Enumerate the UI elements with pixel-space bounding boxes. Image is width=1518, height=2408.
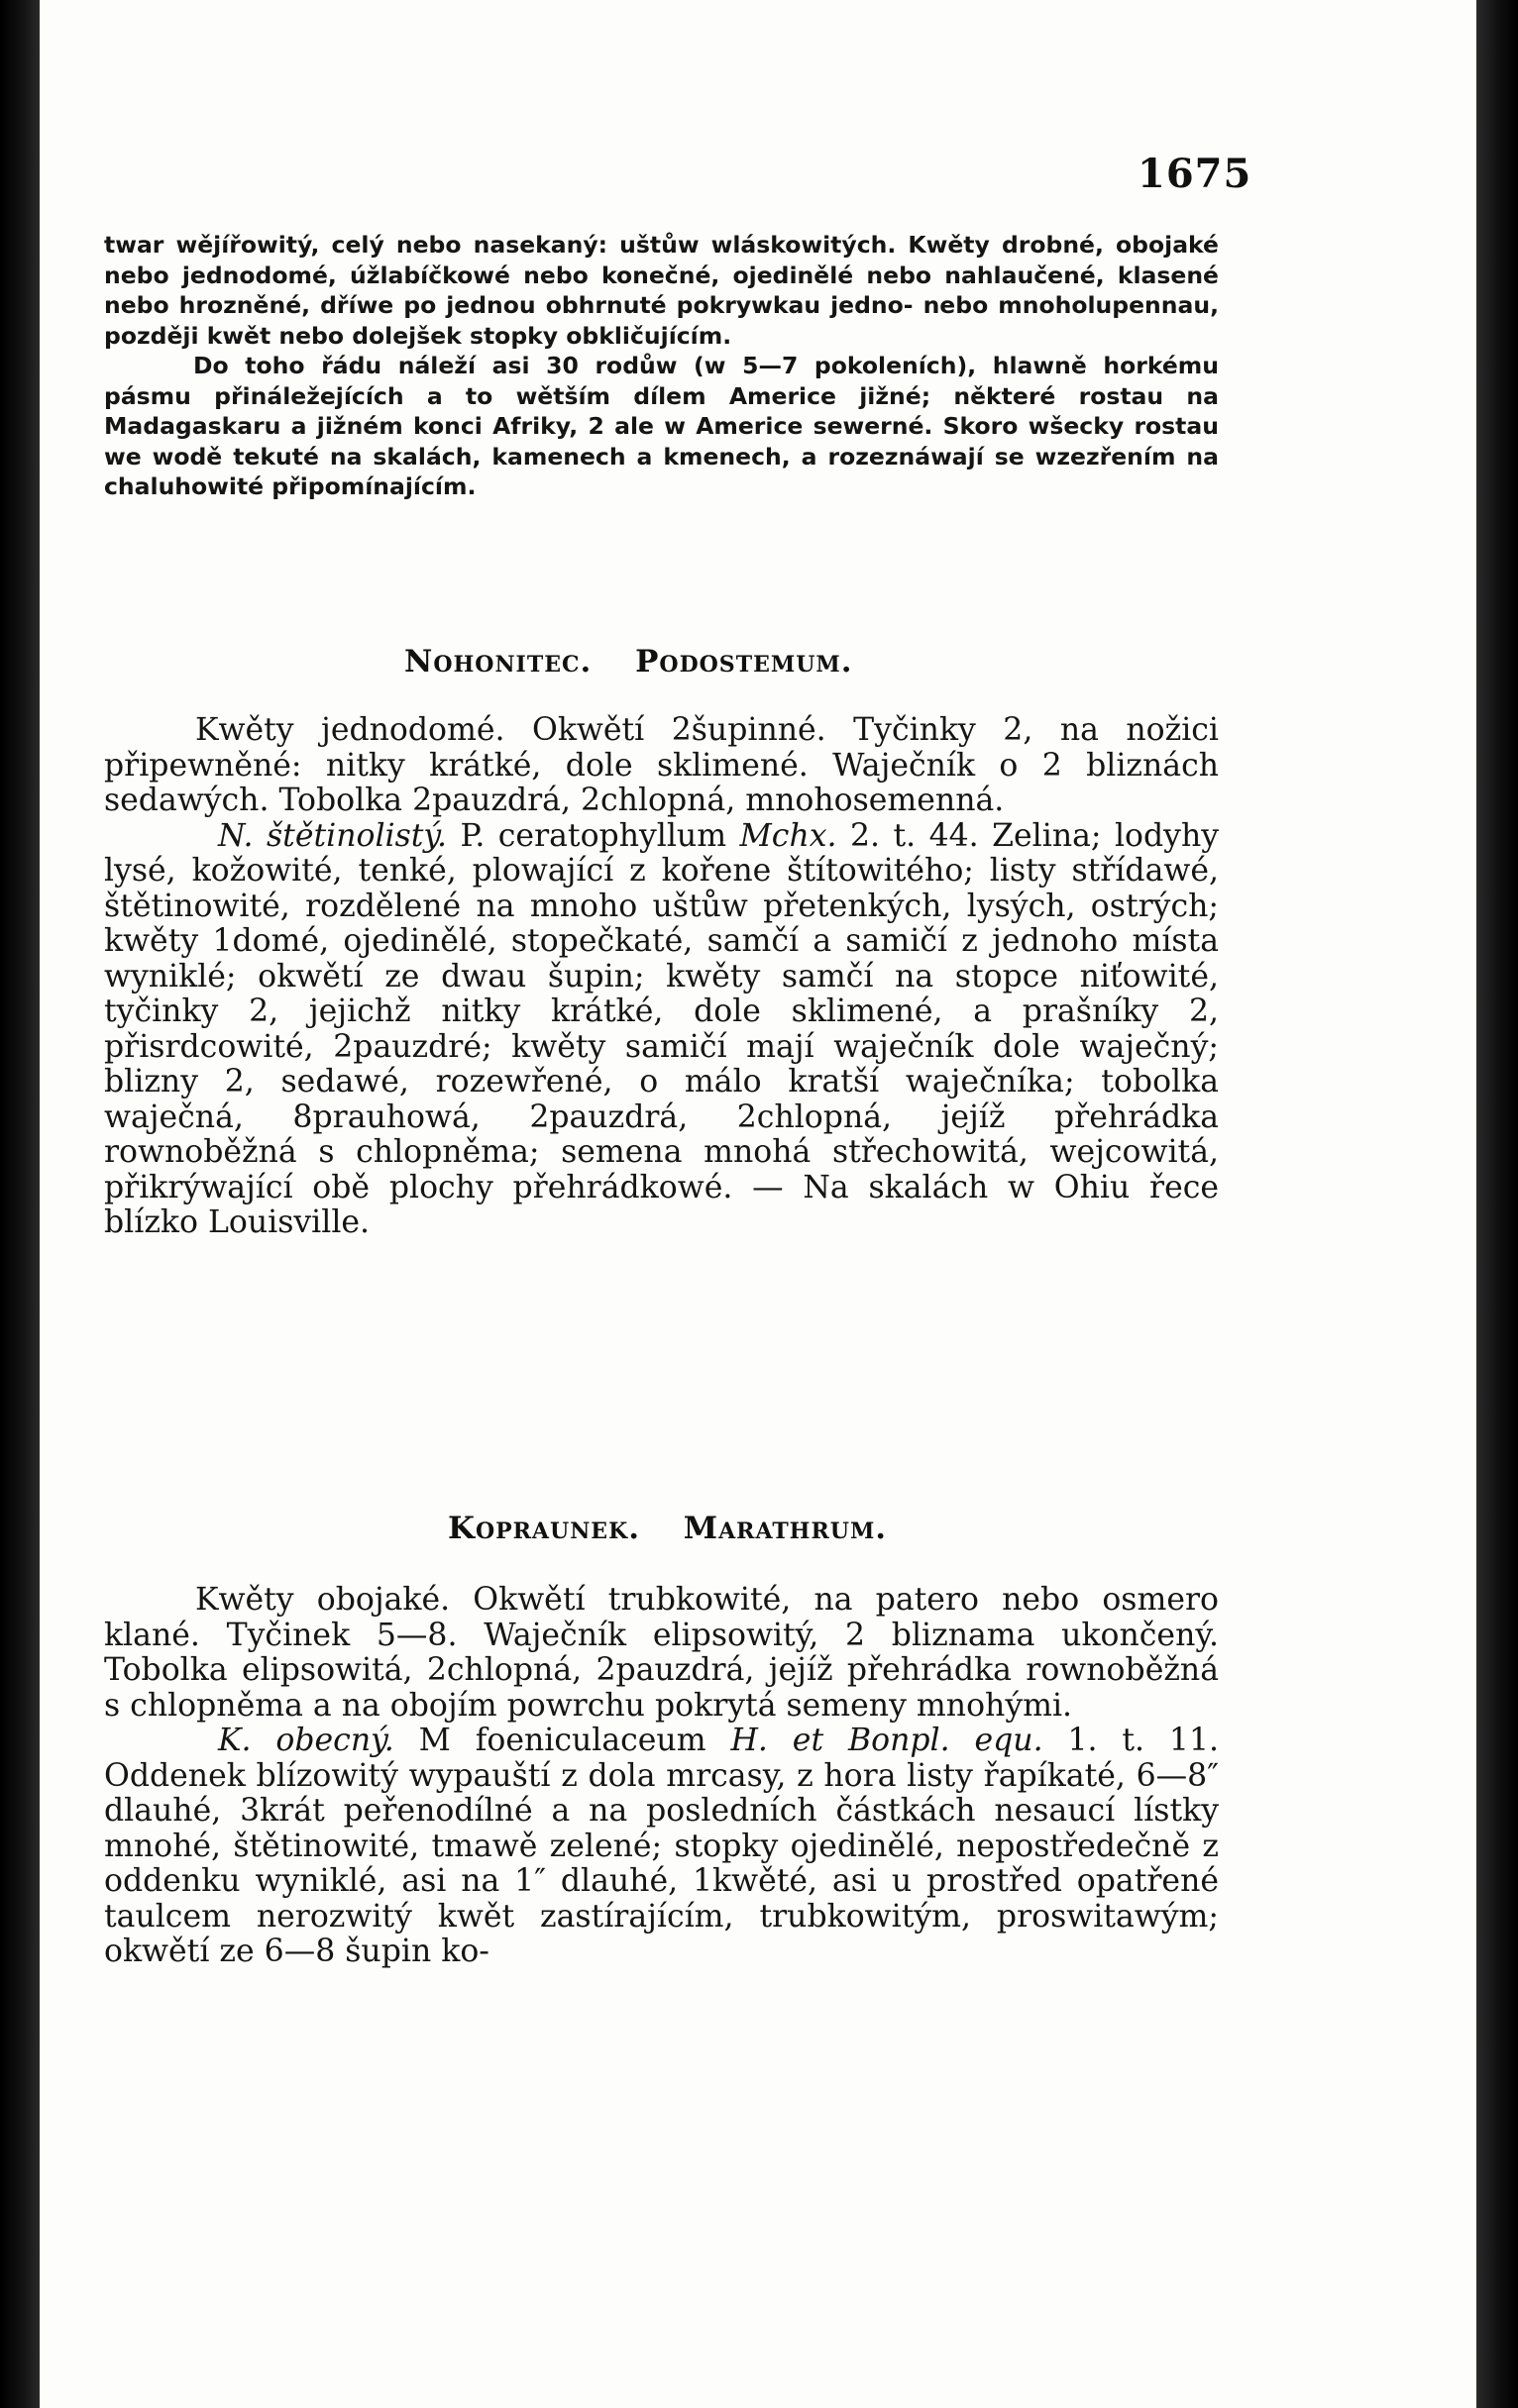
intro-paragraph-block — [104, 230, 1219, 502]
species-author: H. et Bonpl. equ. — [730, 1723, 1043, 1758]
species-latin-name: M foeniculaceum — [418, 1723, 706, 1758]
species-reference: 1. t. 11. — [1067, 1723, 1220, 1758]
book-page — [40, 0, 1476, 2408]
scan-right-edge — [1476, 0, 1518, 2408]
genus-czech-name: Kopraunek. — [448, 1511, 640, 1546]
genus-description: Kwěty obojaké. Okwětí trubkowité, na patero nebo osmero klané. Tyčinek 5—8. Waječník elipsowitý, 2 bliznama ukončený. Tobolka elipsowitá, 2chlopná, 2pauzdrá, jejíž přehrádka rownoběžná s chlopněma a na obojím powrchu pokrytá semeny mnohými. — [104, 1582, 1219, 1724]
genus-latin-name: Podostemum. — [635, 644, 853, 680]
genus-heading-kopraunek — [448, 1511, 919, 1546]
species-description: Zelina; lodyhy lysé, kožowité, tenké, plowající z kořene štítowitého; listy střídawé, štětinowité, rozdělené na mnoho uštůw přetenkých, lysých, ostrých; kwěty 1domé, ojedinělé, stopečkaté, samčí a samičí z jednoho místa wyniklé; okwětí ze dwau šupin; kwěty samčí na stopce niťowité, tyčinky 2, jejichž nitky krátké, dole sklimené, a prašníky 2, přisrdcowité, 2pauzdré; kwěty samičí mají waječník dole waječný; blizny 2, sedawé, rozewřené, o málo kratší waječníka; tobolka waječná, 8prauhowá, 2pauzdrá, 2chlopná, jejíž přehrádka rownoběžná s chlopněma; semena mnohá střechowitá, wejcowitá, přikrýwající obě plochy přehrádkowé. — Na skalách w Ohiu řece blízko Louisville. — [104, 817, 1220, 1240]
page-number: 1675 — [1138, 151, 1252, 197]
genus-kopraunek-body — [104, 1583, 1219, 1970]
species-reference: 2. t. 44. — [849, 817, 979, 854]
species-description: Oddenek blízowitý wypauští z dola mrcasy, z hora listy řapíkaté, 6—8″ dlauhé, 3krát peřenodílné a na posledních částkách nesaucí lístky mnohé, štětinowité, tmawě zelené; stopky ojedinělé, nepostředečně z oddenku wyniklé, asi na 1″ dlauhé, 1kwěté, asi u prostřed opatřené taulcem nerozwitý kwět zastírajícím, trubkowitým, proswitawým; okwětí ze 6—8 šupin ko- — [104, 1757, 1219, 1969]
species-entry — [104, 1724, 1219, 1970]
genus-czech-name: Nohonitec. — [404, 644, 593, 680]
species-author: Mchx. — [739, 817, 837, 854]
species-czech-name: K. obecný. — [218, 1723, 394, 1758]
genus-description: Kwěty jednodomé. Okwětí 2šupinné. Tyčinky 2, na nožici připewněné: nitky krátké, dole sklimené. Waječník o 2 bliznách sedawých. Tobolka 2pauzdrá, 2chlopná, mnohosemenná. — [104, 712, 1219, 818]
scan-left-edge — [0, 0, 40, 2408]
intro-paragraph: twar wějířowitý, celý nebo nasekaný: uštůw wláskowitých. Kwěty drobné, obojaké nebo jednodomé, úžlabíčkowé nebo konečné, ojedinělé nebo nahlaučené, klasené nebo hrozněné, dříwe po jednou obhrnuté pokrywkau jedno- nebo mnoholupennau, později kwět nebo dolejšek stopky obkličujícím. — [104, 231, 1219, 350]
genus-latin-name: Marathrum. — [683, 1511, 888, 1546]
species-entry — [104, 819, 1219, 1241]
family-paragraph: Do toho řádu náleží asi 30 rodůw (w 5—7 pokoleních), hlawně horkému pásmu přináležejících a to wětším dílem Americe jižné; některé rostau na Madagaskaru a jižném konci Afriky, 2 ale w Americe sewerné. Skoro wšecky rostau we wodě tekuté na skalách, kamenech a kmenech, a rozeznáwají se wzezřením na chaluhowité připomínajícím. — [104, 352, 1219, 500]
species-latin-name: P. ceratophyllum — [460, 817, 727, 854]
species-czech-name: N. štětinolistý. — [218, 817, 448, 854]
genus-heading-nohonitec — [404, 644, 885, 680]
genus-nohonitec-body — [104, 713, 1219, 1241]
